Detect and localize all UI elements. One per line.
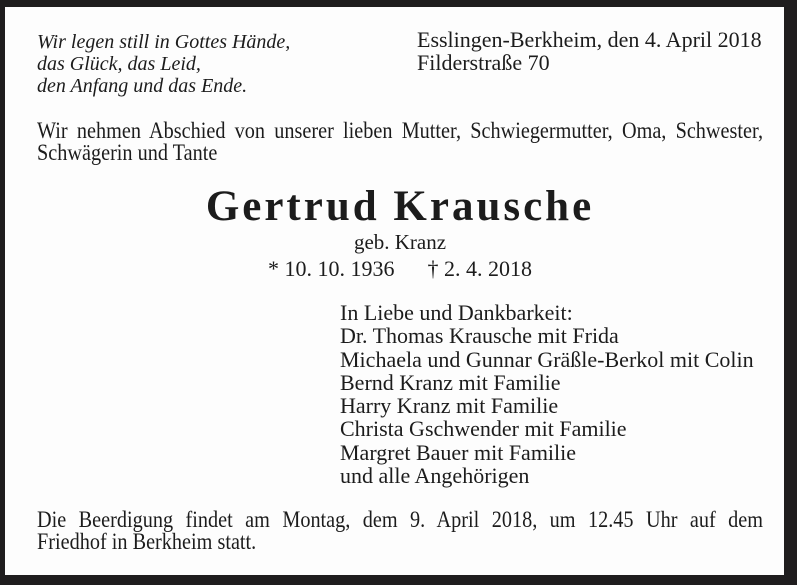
farewell-intro-line-1: Wir nehmen Abschied von unserer lieben Mutter, Schwiegermutter, Oma, Schwester, [37, 118, 763, 143]
farewell-intro [37, 120, 763, 164]
mourner-line-7: und alle Angehörigen [340, 463, 530, 489]
farewell-intro-line-2: Schwägerin und Tante [37, 140, 218, 165]
mourner-line-3: Bernd Kranz mit Familie [340, 369, 561, 395]
dateline-place-date: Esslingen-Berkheim, den 4. April 2018 [417, 27, 762, 52]
epigraph-line-1: Wir legen still in Gottes Hände, [37, 31, 291, 53]
epigraph-line-2: das Glück, das Leid, [37, 53, 201, 75]
mourner-line-2: Michaela und Gunnar Gräßle-Berkol mit Colin [340, 346, 754, 372]
epigraph-verse [37, 31, 290, 97]
life-dates [0, 257, 800, 280]
dateline [417, 28, 762, 75]
mourner-line-4: Harry Kranz mit Familie [340, 393, 559, 419]
funeral-line-1: Die Beerdigung findet am Montag, dem 9. April 2018, um 12.45 Uhr auf dem [37, 507, 763, 532]
mourner-line-5: Christa Gschwender mit Familie [340, 416, 627, 442]
epigraph-line-3: den Anfang und das Ende. [37, 75, 248, 97]
birth-date: * 10. 10. 1936 [268, 256, 395, 281]
deceased-name: Gertrud Krausche [205, 183, 595, 230]
mourners-heading: In Liebe und Dankbarkeit: [340, 300, 573, 325]
mourner-line-1: Dr. Thomas Krausche mit Frida [340, 323, 619, 349]
funeral-announcement [37, 509, 763, 553]
mourner-line-6: Margret Bauer mit Familie [340, 439, 577, 465]
death-date: † 2. 4. 2018 [427, 256, 532, 281]
funeral-line-2: Friedhof in Berkheim statt. [37, 529, 257, 554]
maiden-name: geb. Kranz [353, 230, 447, 254]
dateline-address: Filderstraße 70 [417, 50, 550, 76]
mourners-list [340, 301, 754, 487]
